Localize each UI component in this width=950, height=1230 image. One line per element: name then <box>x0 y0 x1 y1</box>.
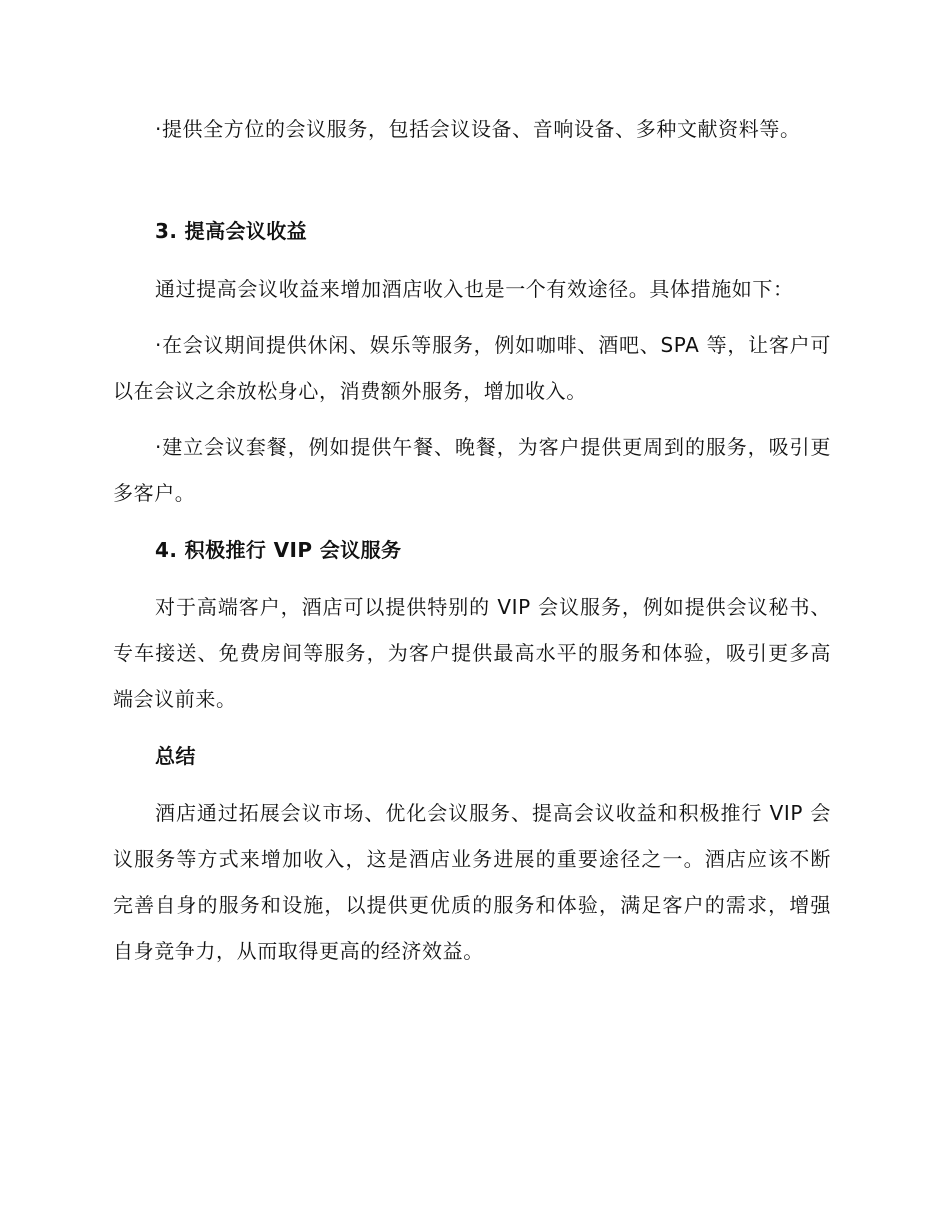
section-heading-4: 4. 积极推行 VIP 会议服务 <box>155 538 402 562</box>
bullet-leisure-services: ·在会议期间提供休闲、娱乐等服务，例如咖啡、酒吧、SPA 等，让客户可以在会议之余放松身心，消费额外服务，增加收入。 <box>113 333 831 403</box>
bullet-meeting-packages: ·建立会议套餐，例如提供午餐、晚餐，为客户提供更周到的服务，吸引更多客户。 <box>113 435 831 505</box>
document-page <box>113 0 831 1230</box>
section-heading-3: 3. 提高会议收益 <box>155 219 308 243</box>
summary-heading: 总结 <box>155 744 196 768</box>
summary-paragraph: 酒店通过拓展会议市场、优化会议服务、提高会议收益和积极推行 VIP 会议服务等方式来增加收入，这是酒店业务进展的重要途径之一。酒店应该不断完善自身的服务和设施，以提供更优质的服务和体验，满足客户的需求，增强自身竞争力，从而取得更高的经济效益。 <box>113 801 831 963</box>
section-3-intro: 通过提高会议收益来增加酒店收入也是一个有效途径。具体措施如下： <box>155 277 794 301</box>
bullet-conference-services: ·提供全方位的会议服务，包括会议设备、音响设备、多种文献资料等。 <box>155 117 801 141</box>
vip-services-paragraph: 对于高端客户，酒店可以提供特别的 VIP 会议服务，例如提供会议秘书、专车接送、免费房间等服务，为客户提供最高水平的服务和体验，吸引更多高端会议前来。 <box>113 595 831 711</box>
